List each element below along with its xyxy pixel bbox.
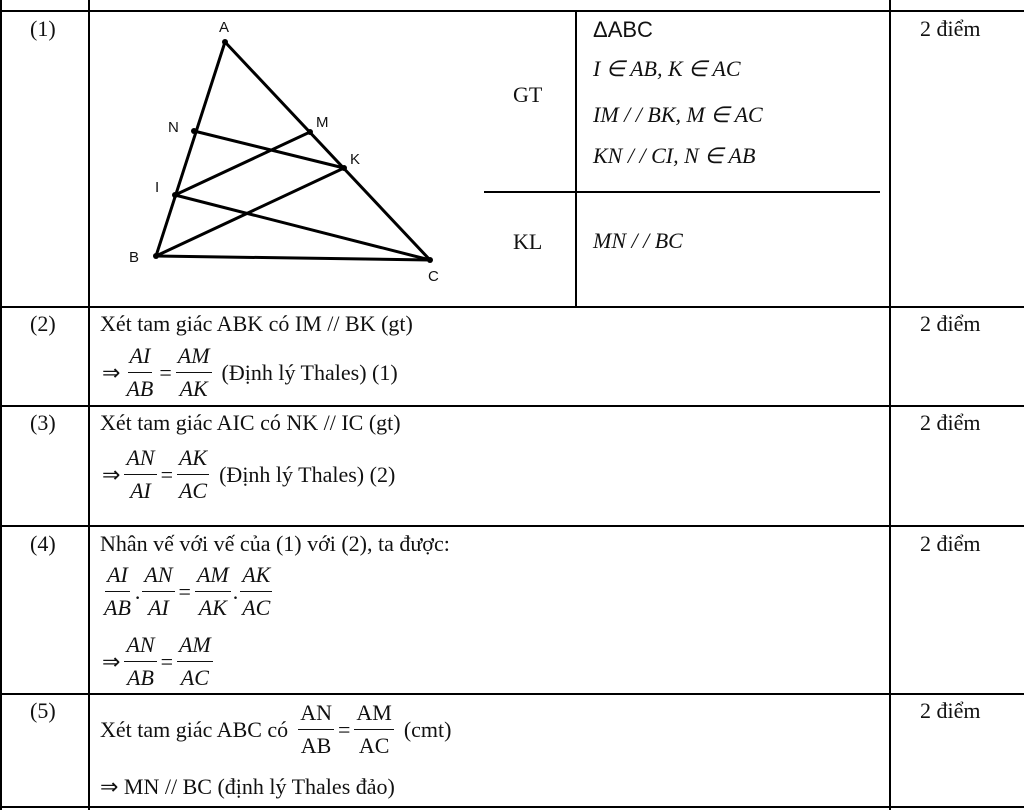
gtkl-divider-horizontal — [484, 191, 880, 193]
vertex-label-i: I — [155, 179, 160, 196]
row-3-number: (3) — [30, 410, 56, 435]
multiply-dot: . — [134, 578, 141, 604]
row-1-score: 2 điểm — [920, 16, 981, 41]
equals-sign: = — [337, 716, 351, 742]
multiply-dot: . — [232, 578, 239, 604]
vertex-label-c: C — [428, 268, 439, 285]
row-5-equation — [100, 700, 452, 759]
row-5-number: (5) — [30, 698, 56, 723]
fraction: $\frac{AM}{AC}$ — [178, 632, 211, 690]
gt-line-3: IM / / BK, M ∈ AC — [593, 102, 763, 127]
row-2-statement: Xét tam giác ABK có IM // BK (gt) — [100, 311, 413, 336]
fraction: $\frac{AI}{AB}$ — [104, 562, 131, 620]
vertex-label-k: K — [350, 151, 361, 168]
equals-sign: = — [178, 578, 191, 604]
row-5-statement-prefix: Xét tam giác ABC có — [100, 716, 289, 742]
fraction: $\frac{AM}{AK}$ — [196, 562, 229, 620]
gt-line-1: ΔABC — [593, 17, 653, 42]
gt-line-2: I ∈ AB, K ∈ AC — [593, 56, 741, 81]
gt-label: GT — [513, 82, 543, 107]
implies-symbol: ⇒ — [102, 359, 121, 385]
row-3-score: 2 điểm — [920, 410, 981, 435]
row-3-equation — [100, 445, 395, 504]
fraction: $\frac{AM}{AK}$ — [177, 343, 210, 401]
fraction: $\frac{AN}{AB}$ — [300, 700, 332, 758]
implies-symbol: ⇒ — [102, 648, 121, 674]
row-2-score: 2 điểm — [920, 311, 981, 336]
fraction: $\frac{AK}{AC}$ — [178, 445, 208, 503]
table-row-divider-2 — [0, 405, 1024, 407]
table-row-divider-4 — [0, 693, 1024, 695]
kl-line: MN / / BC — [593, 228, 683, 253]
fraction: $\frac{AK}{AC}$ — [242, 562, 271, 620]
vertex-label-a: A — [219, 19, 230, 36]
row-4-statement: Nhân vế với vế của (1) với (2), ta được: — [100, 531, 450, 556]
row-4-equation-2 — [100, 632, 215, 691]
row-4-score: 2 điểm — [920, 531, 981, 556]
vertex-label-b: B — [129, 249, 140, 266]
row-4-number: (4) — [30, 531, 56, 556]
row-3-reason: (Định lý Thales) (2) — [219, 461, 396, 487]
triangle-figure — [100, 12, 460, 302]
table-row-divider-3 — [0, 525, 1024, 527]
vertex-label-m: M — [316, 114, 329, 131]
table-border-bottom — [0, 806, 1024, 808]
row-2-equation — [100, 343, 398, 402]
row-1-number: (1) — [30, 16, 56, 41]
equals-sign: = — [159, 359, 172, 385]
fraction: $\frac{AM}{AC}$ — [356, 700, 392, 758]
row-2-reason: (Định lý Thales) (1) — [221, 359, 398, 385]
fraction: $\frac{AN}{AI}$ — [126, 445, 155, 503]
row-4-equation-1 — [100, 562, 274, 621]
row-3-statement: Xét tam giác AIC có NK // IC (gt) — [100, 410, 401, 435]
row-5-conclusion: ⇒ MN // BC (định lý Thales đảo) — [100, 774, 395, 799]
fraction: $\frac{AI}{AB}$ — [126, 343, 154, 401]
kl-label: KL — [513, 229, 543, 254]
implies-symbol: ⇒ — [102, 461, 121, 487]
table-row-divider-1 — [0, 306, 1024, 308]
gt-line-4: KN / / CI, N ∈ AB — [593, 143, 756, 168]
row-5-statement-suffix: (cmt) — [403, 716, 452, 742]
row-5-score: 2 điểm — [920, 698, 981, 723]
gtkl-divider-vertical — [575, 12, 577, 306]
vertex-label-n: N — [168, 119, 179, 136]
row-2-number: (2) — [30, 311, 56, 336]
fraction: $\frac{AN}{AI}$ — [144, 562, 173, 620]
fraction: $\frac{AN}{AB}$ — [126, 632, 155, 690]
equals-sign: = — [160, 461, 173, 487]
equals-sign: = — [160, 648, 173, 674]
